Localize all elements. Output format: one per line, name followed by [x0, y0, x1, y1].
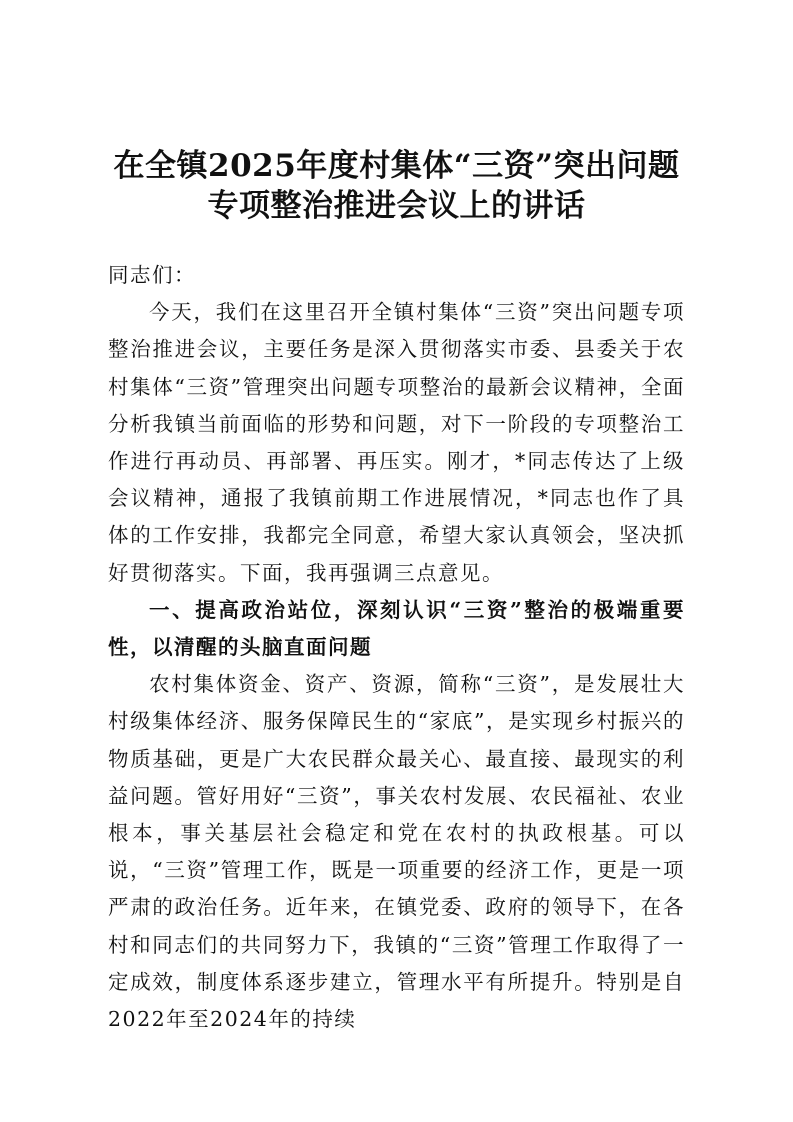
paragraph-section-1: 农村集体资金、资产、资源，简称“三资”，是发展壮大村级集体经济、服务保障民生的“家底”，是实现乡村振兴的物质基础，更是广大农民群众最关心、最直接、最现实的利益问题。管好用好“三资”，事关农村发展、农民福祉、农业根本，事关基层社会稳定和党在农村的执政根基。可以说，“三资”管理工作，既是一项重要的经济工作，更是一项严肃的政治任务。近年来，在镇党委、政府的领导下，在各村和同志们的共同努力下，我镇的“三资”管理工作取得了一定成效，制度体系逐步建立，管理水平有所提升。特别是自2022年至2024年的持续: [108, 672, 685, 1032]
document-body: [108, 257, 685, 1038]
paragraph-opening: 今天，我们在这里召开全镇村集体“三资”突出问题专项整治推进会议，主要任务是深入贯彻落实市委、县委关于农村集体“三资”管理突出问题专项整治的最新会议精神，全面分析我镇当前面临的形势和问题，对下一阶段的专项整治工作进行再动员、再部署、再压实。刚才，*同志传达了上级会议精神，通报了我镇前期工作进展情况，*同志也作了具体的工作安排，我都完全同意，希望大家认真领会，坚决抓好贯彻落实。下面，我再强调三点意见。: [108, 300, 685, 585]
document-title: [108, 146, 685, 226]
salutation: 同志们：: [108, 263, 196, 287]
title-line-1: 在全镇2025年度村集体“三资”突出问题: [113, 148, 680, 184]
title-line-2: 专项整治推进会议上的讲话: [207, 188, 586, 224]
section-heading-1: 一、提高政治站位，深刻认识“三资”整治的极端重要性，以清醒的头脑直面问题: [108, 597, 685, 660]
